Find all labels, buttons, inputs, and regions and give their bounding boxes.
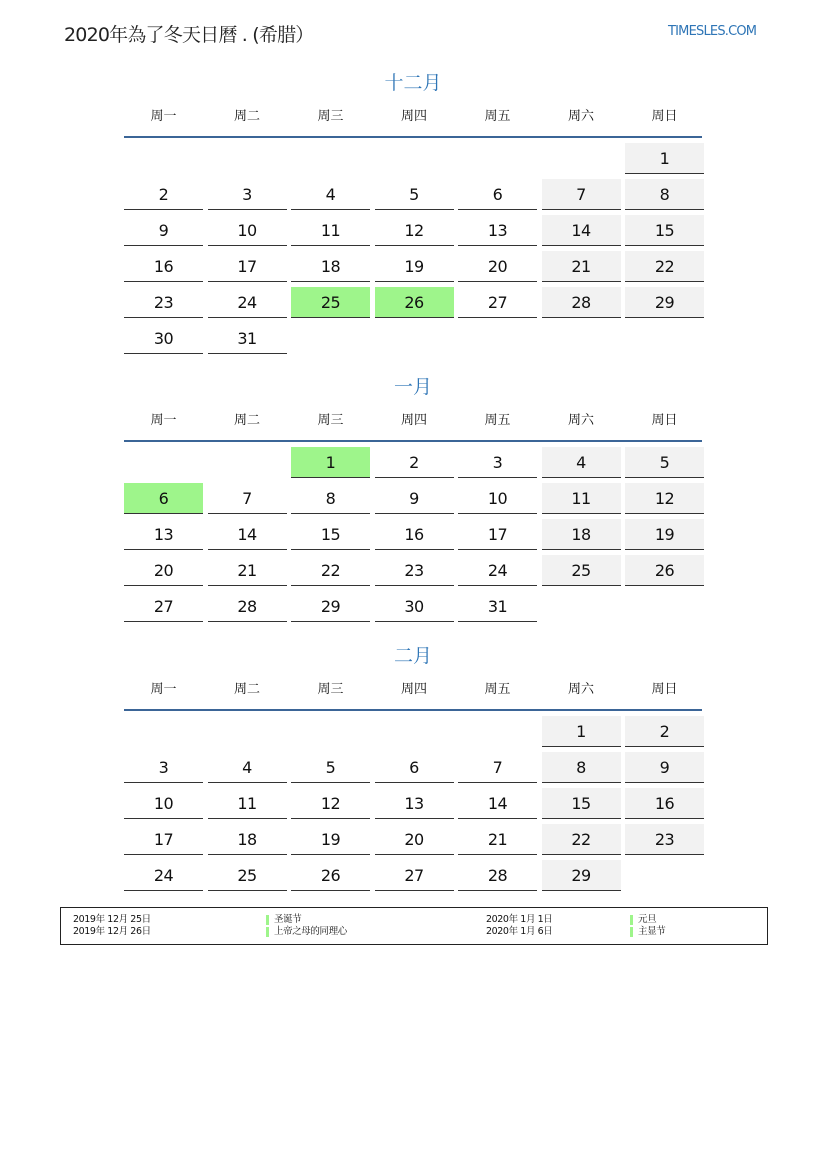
day-cell: 14 xyxy=(458,788,537,819)
weekday-label: 周二 xyxy=(233,413,260,428)
legend-date: 2020年 1月 1日 xyxy=(486,914,553,925)
day-cell: 4 xyxy=(291,179,370,210)
day-cell: 5 xyxy=(291,752,370,783)
day-cell: 16 xyxy=(375,519,454,550)
day-cell: 3 xyxy=(208,179,287,210)
legend-name: 上帝之母的同理心 xyxy=(266,926,347,938)
day-cell: 31 xyxy=(458,591,537,622)
day-cell: 19 xyxy=(375,251,454,282)
day-cell: 24 xyxy=(124,860,203,891)
day-cell: 4 xyxy=(542,447,621,478)
day-cell: 15 xyxy=(542,788,621,819)
empty-cell xyxy=(208,447,287,477)
legend-name: 主显节 xyxy=(630,926,665,938)
day-cell: 26 xyxy=(625,555,704,586)
day-cell: 23 xyxy=(625,824,704,855)
day-grid xyxy=(124,716,702,891)
day-cell: 11 xyxy=(542,483,621,514)
weekday-label: 周六 xyxy=(567,109,594,124)
day-cell: 28 xyxy=(208,591,287,622)
day-cell: 1 xyxy=(291,447,370,478)
day-cell: 11 xyxy=(291,215,370,246)
day-cell: 4 xyxy=(208,752,287,783)
day-cell: 2 xyxy=(124,179,203,210)
day-cell: 8 xyxy=(542,752,621,783)
day-cell: 9 xyxy=(625,752,704,783)
day-cell: 23 xyxy=(124,287,203,318)
month-february xyxy=(124,641,702,891)
day-cell: 17 xyxy=(208,251,287,282)
day-cell: 2 xyxy=(625,716,704,747)
legend-name: 元旦 xyxy=(630,914,656,926)
day-cell: 29 xyxy=(291,591,370,622)
site-link[interactable]: TIMESLES.COM xyxy=(668,24,757,39)
weekday-header xyxy=(124,98,702,138)
day-cell: 24 xyxy=(458,555,537,586)
weekday-label: 周五 xyxy=(484,682,511,697)
day-cell: 3 xyxy=(458,447,537,478)
weekday-header xyxy=(124,671,702,711)
day-cell: 21 xyxy=(542,251,621,282)
day-cell: 30 xyxy=(375,591,454,622)
day-cell: 18 xyxy=(291,251,370,282)
day-cell: 17 xyxy=(124,824,203,855)
weekday-label: 周一 xyxy=(150,109,177,124)
empty-cell xyxy=(124,447,203,477)
empty-cell xyxy=(124,143,203,173)
day-cell: 12 xyxy=(625,483,704,514)
weekday-label: 周二 xyxy=(233,682,260,697)
day-grid xyxy=(124,447,702,622)
month-title: 十二月 xyxy=(384,72,442,94)
day-cell: 27 xyxy=(124,591,203,622)
month-title: 一月 xyxy=(393,376,432,398)
day-cell: 6 xyxy=(375,752,454,783)
empty-cell xyxy=(542,143,621,173)
day-cell: 20 xyxy=(124,555,203,586)
day-cell: 21 xyxy=(208,555,287,586)
day-cell: 25 xyxy=(542,555,621,586)
weekday-label: 周三 xyxy=(317,413,344,428)
day-cell: 15 xyxy=(291,519,370,550)
day-cell: 10 xyxy=(124,788,203,819)
empty-cell xyxy=(124,716,203,746)
day-cell: 7 xyxy=(542,179,621,210)
day-cell: 8 xyxy=(291,483,370,514)
empty-cell xyxy=(291,143,370,173)
day-cell: 5 xyxy=(625,447,704,478)
weekday-header xyxy=(124,402,702,442)
weekday-label: 周六 xyxy=(567,413,594,428)
day-cell: 10 xyxy=(208,215,287,246)
day-cell: 6 xyxy=(458,179,537,210)
day-cell: 7 xyxy=(208,483,287,514)
empty-cell xyxy=(458,143,537,173)
day-cell: 18 xyxy=(208,824,287,855)
day-cell: 14 xyxy=(542,215,621,246)
day-cell: 26 xyxy=(375,287,454,318)
day-cell: 1 xyxy=(542,716,621,747)
page-title: 2020年為了冬天日曆 . (希腊） xyxy=(64,24,314,46)
empty-cell xyxy=(208,716,287,746)
day-cell: 24 xyxy=(208,287,287,318)
day-cell: 20 xyxy=(375,824,454,855)
legend-date: 2020年 1月 6日 xyxy=(486,926,553,937)
day-cell: 9 xyxy=(124,215,203,246)
day-cell: 20 xyxy=(458,251,537,282)
day-cell: 15 xyxy=(625,215,704,246)
day-cell: 27 xyxy=(375,860,454,891)
weekday-label: 周二 xyxy=(233,109,260,124)
weekday-label: 周一 xyxy=(150,413,177,428)
empty-cell xyxy=(291,716,370,746)
day-cell: 10 xyxy=(458,483,537,514)
day-cell: 12 xyxy=(291,788,370,819)
month-january xyxy=(124,372,702,622)
day-cell: 28 xyxy=(542,287,621,318)
month-december xyxy=(124,68,702,354)
day-cell: 13 xyxy=(458,215,537,246)
empty-cell xyxy=(375,143,454,173)
weekday-label: 周五 xyxy=(484,109,511,124)
day-cell: 16 xyxy=(124,251,203,282)
day-cell: 13 xyxy=(124,519,203,550)
day-cell: 26 xyxy=(291,860,370,891)
day-cell: 30 xyxy=(124,323,203,354)
day-cell: 25 xyxy=(208,860,287,891)
day-cell: 25 xyxy=(291,287,370,318)
legend-date: 2019年 12月 26日 xyxy=(73,926,151,937)
weekday-label: 周日 xyxy=(651,682,678,697)
day-cell: 6 xyxy=(124,483,203,514)
day-cell: 22 xyxy=(625,251,704,282)
day-grid xyxy=(124,143,702,354)
day-cell: 3 xyxy=(124,752,203,783)
day-cell: 8 xyxy=(625,179,704,210)
day-cell: 13 xyxy=(375,788,454,819)
day-cell: 7 xyxy=(458,752,537,783)
day-cell: 14 xyxy=(208,519,287,550)
weekday-label: 周三 xyxy=(317,682,344,697)
day-cell: 31 xyxy=(208,323,287,354)
day-cell: 29 xyxy=(542,860,621,891)
weekday-label: 周五 xyxy=(484,413,511,428)
day-cell: 21 xyxy=(458,824,537,855)
weekday-label: 周三 xyxy=(317,109,344,124)
weekday-label: 周日 xyxy=(651,413,678,428)
day-cell: 23 xyxy=(375,555,454,586)
day-cell: 17 xyxy=(458,519,537,550)
holiday-legend xyxy=(60,907,768,945)
day-cell: 9 xyxy=(375,483,454,514)
day-cell: 19 xyxy=(291,824,370,855)
day-cell: 12 xyxy=(375,215,454,246)
day-cell: 2 xyxy=(375,447,454,478)
day-cell: 27 xyxy=(458,287,537,318)
empty-cell xyxy=(375,716,454,746)
day-cell: 19 xyxy=(625,519,704,550)
day-cell: 22 xyxy=(291,555,370,586)
empty-cell xyxy=(458,716,537,746)
empty-cell xyxy=(208,143,287,173)
legend-date: 2019年 12月 25日 xyxy=(73,914,151,925)
day-cell: 1 xyxy=(625,143,704,174)
day-cell: 28 xyxy=(458,860,537,891)
weekday-label: 周四 xyxy=(400,682,427,697)
day-cell: 11 xyxy=(208,788,287,819)
weekday-label: 周六 xyxy=(567,682,594,697)
weekday-label: 周日 xyxy=(651,109,678,124)
day-cell: 29 xyxy=(625,287,704,318)
weekday-label: 周四 xyxy=(400,413,427,428)
day-cell: 22 xyxy=(542,824,621,855)
month-title: 二月 xyxy=(393,645,432,667)
day-cell: 18 xyxy=(542,519,621,550)
legend-name: 圣诞节 xyxy=(266,914,301,926)
day-cell: 16 xyxy=(625,788,704,819)
weekday-label: 周一 xyxy=(150,682,177,697)
day-cell: 5 xyxy=(375,179,454,210)
weekday-label: 周四 xyxy=(400,109,427,124)
